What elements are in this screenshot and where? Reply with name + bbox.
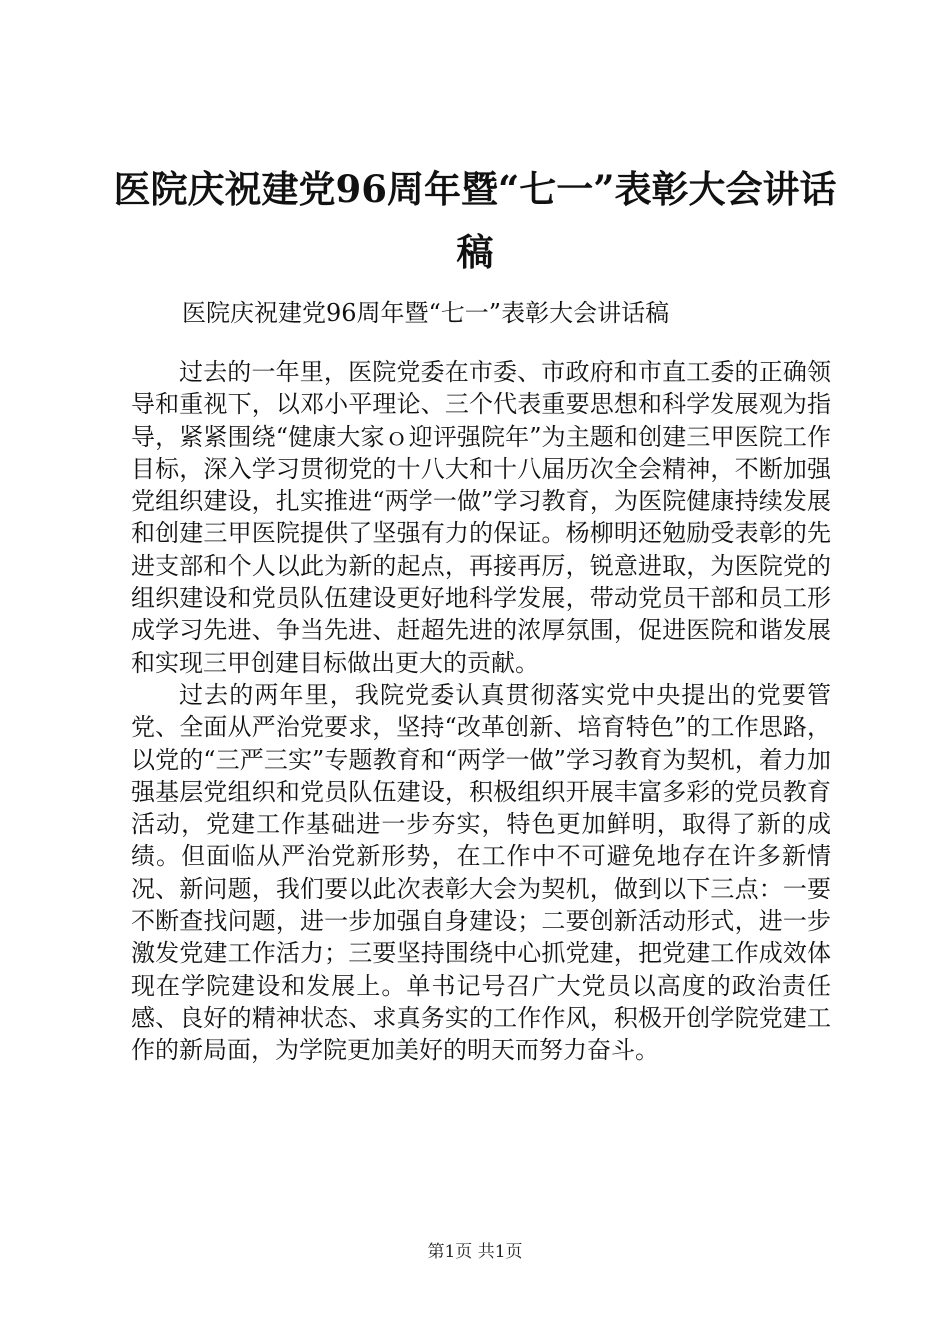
- document-subtitle: 医院庆祝建党96周年暨“七一”表彰大会讲话稿: [182, 299, 670, 327]
- paragraph-1: 过去的一年里，医院党委在市委、市政府和市直工委的正确领导和重视下，以邓小平理论、三个代表重要思想和科学发展观为指导，紧紧围绕“健康大家ｏ迎评强院年”为主题和创建三甲医院工作目标，深入学习贯彻党的十八大和十八届历次全会精神，不断加强党组织建设，扎实推进“两学一做”学习教育，为医院健康持续发展和创建三甲医院提供了坚强有力的保证。杨柳明还勉励受表彰的先进支部和个人以此为新的起点，再接再厉，锐意进取，为医院党的组织建设和党员队伍建设更好地科学发展，带动党员干部和员工形成学习先进、争当先进、赶超先进的浓厚氛围，促进医院和谐发展和实现三甲创建目标做出更大的贡献。: [131, 358, 831, 677]
- paragraph-2: 过去的两年里，我院党委认真贯彻落实党中央提出的党要管党、全面从严治党要求，坚持“改革创新、培育特色”的工作思路，以党的“三严三实”专题教育和“两学一做”学习教育为契机，着力加强基层党组织和党员队伍建设，积极组织开展丰富多彩的党员教育活动，党建工作基础进一步夯实，特色更加鲜明，取得了新的成绩。但面临从严治党新形势，在工作中不可避免地存在许多新情况、新问题，我们要以此次表彰大会为契机，做到以下三点：一要不断查找问题，进一步加强自身建设；二要创新活动形式，进一步激发党建工作活力；三要坚持围绕中心抓党建，把党建工作成效体现在学院建设和发展上。单书记号召广大党员以高度的政治责任感、良好的精神状态、求真务实的工作作风，积极开创学院党建工作的新局面，为学院更加美好的明天而努力奋斗。: [131, 680, 831, 1065]
- page-footer: 第1页 共1页: [427, 1242, 523, 1262]
- page-title: 医院庆祝建党96周年暨“七一”表彰大会讲话稿: [113, 167, 837, 274]
- document-body: [131, 356, 831, 1067]
